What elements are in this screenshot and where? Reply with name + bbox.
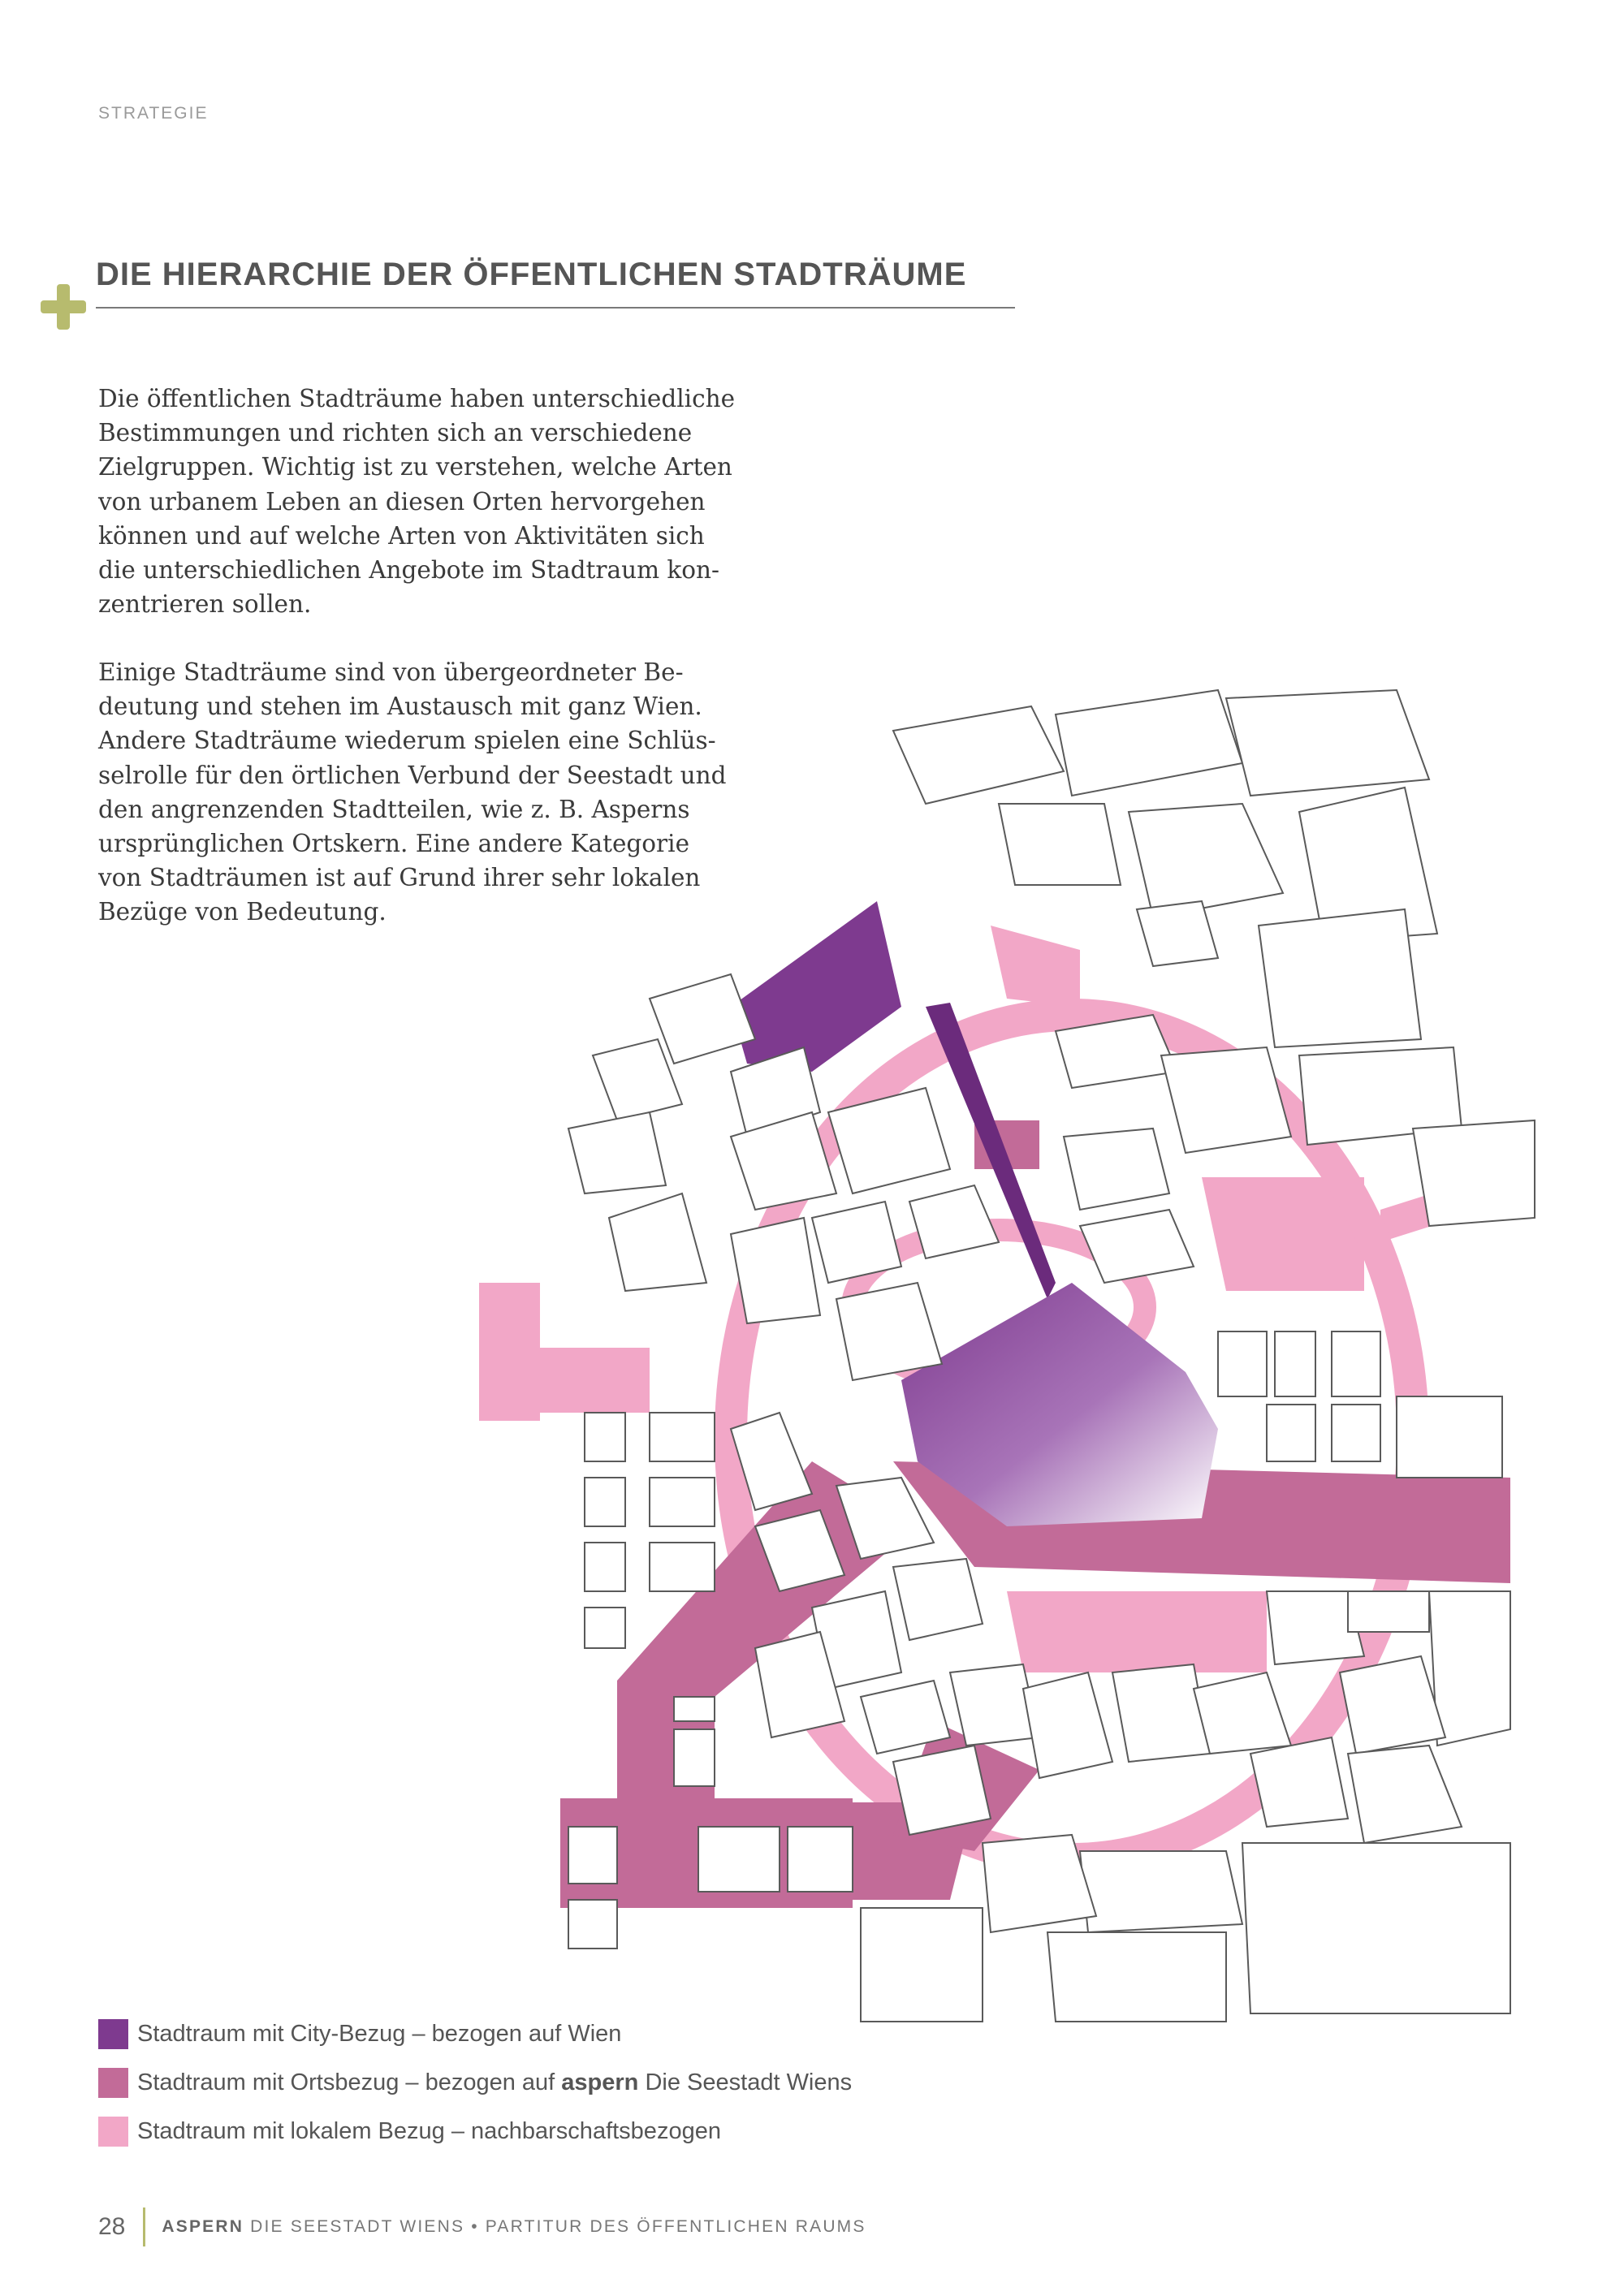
section-label: STRATEGIE bbox=[98, 104, 209, 123]
legend-item-local bbox=[98, 2107, 852, 2156]
text-line: Zielgruppen. Wichtig ist zu verstehen, welche Arten bbox=[98, 453, 732, 481]
legend-label: Stadtraum mit City-Bezug – bezogen auf Wien bbox=[137, 2020, 622, 2047]
legend-label: Stadtraum mit lokalem Bezug – nachbarschaftsbezogen bbox=[137, 2117, 721, 2144]
text-line: Einige Stadträume sind von übergeordneter Be- bbox=[98, 658, 684, 686]
page-title: DIE HIERARCHIE DER ÖFFENTLICHEN STADTRÄUME bbox=[96, 257, 967, 292]
text-line: von Stadträumen ist auf Grund ihrer sehr lokalen bbox=[98, 864, 701, 892]
text-line: Bezüge von Bedeutung. bbox=[98, 898, 387, 926]
text-line: Bestimmungen und richten sich an verschiedene bbox=[98, 419, 693, 447]
plus-icon bbox=[37, 281, 89, 333]
map-legend bbox=[98, 2009, 852, 2156]
text-line: die unterschiedlichen Angebote im Stadtraum kon- bbox=[98, 556, 720, 585]
footer-publication: ASPERN DIE SEESTADT WIENS • PARTITUR DES ÖFFENTLICHEN RAUMS bbox=[162, 2217, 866, 2236]
legend-swatch-city bbox=[98, 2019, 128, 2049]
text-line: können und auf welche Arten von Aktivitäten sich bbox=[98, 521, 705, 550]
page-number: 28 bbox=[98, 2213, 126, 2240]
text-line: Die öffentlichen Stadträume haben unterschiedliche bbox=[98, 385, 736, 412]
intro-paragraph bbox=[98, 382, 740, 621]
text-line: Andere Stadträume wiederum spielen eine Schlüs- bbox=[98, 727, 716, 755]
legend-swatch-orts bbox=[98, 2068, 128, 2098]
text-line: zentrieren sollen. bbox=[98, 590, 312, 619]
text-line: von urbanem Leben an diesen Orten hervorgehen bbox=[98, 487, 706, 516]
legend-swatch-local bbox=[98, 2117, 128, 2147]
site-plan-map bbox=[471, 674, 1543, 2038]
legend-label: Stadtraum mit Ortsbezug – bezogen auf aspern Die Seestadt Wiens bbox=[137, 2069, 853, 2095]
text-line: den angrenzenden Stadtteilen, wie z. B. Asperns bbox=[98, 795, 690, 823]
text-line: deutung und stehen im Austausch mit ganz Wien. bbox=[98, 693, 702, 721]
page-footer bbox=[98, 2207, 866, 2247]
text-line: selrolle für den örtlichen Verbund der Seestadt und bbox=[98, 761, 727, 789]
title-underline bbox=[96, 307, 1015, 309]
legend-item-city bbox=[98, 2009, 852, 2058]
legend-item-orts bbox=[98, 2058, 852, 2107]
text-line: ursprünglichen Ortskern. Eine andere Kategorie bbox=[98, 830, 690, 858]
footer-divider bbox=[143, 2208, 145, 2246]
